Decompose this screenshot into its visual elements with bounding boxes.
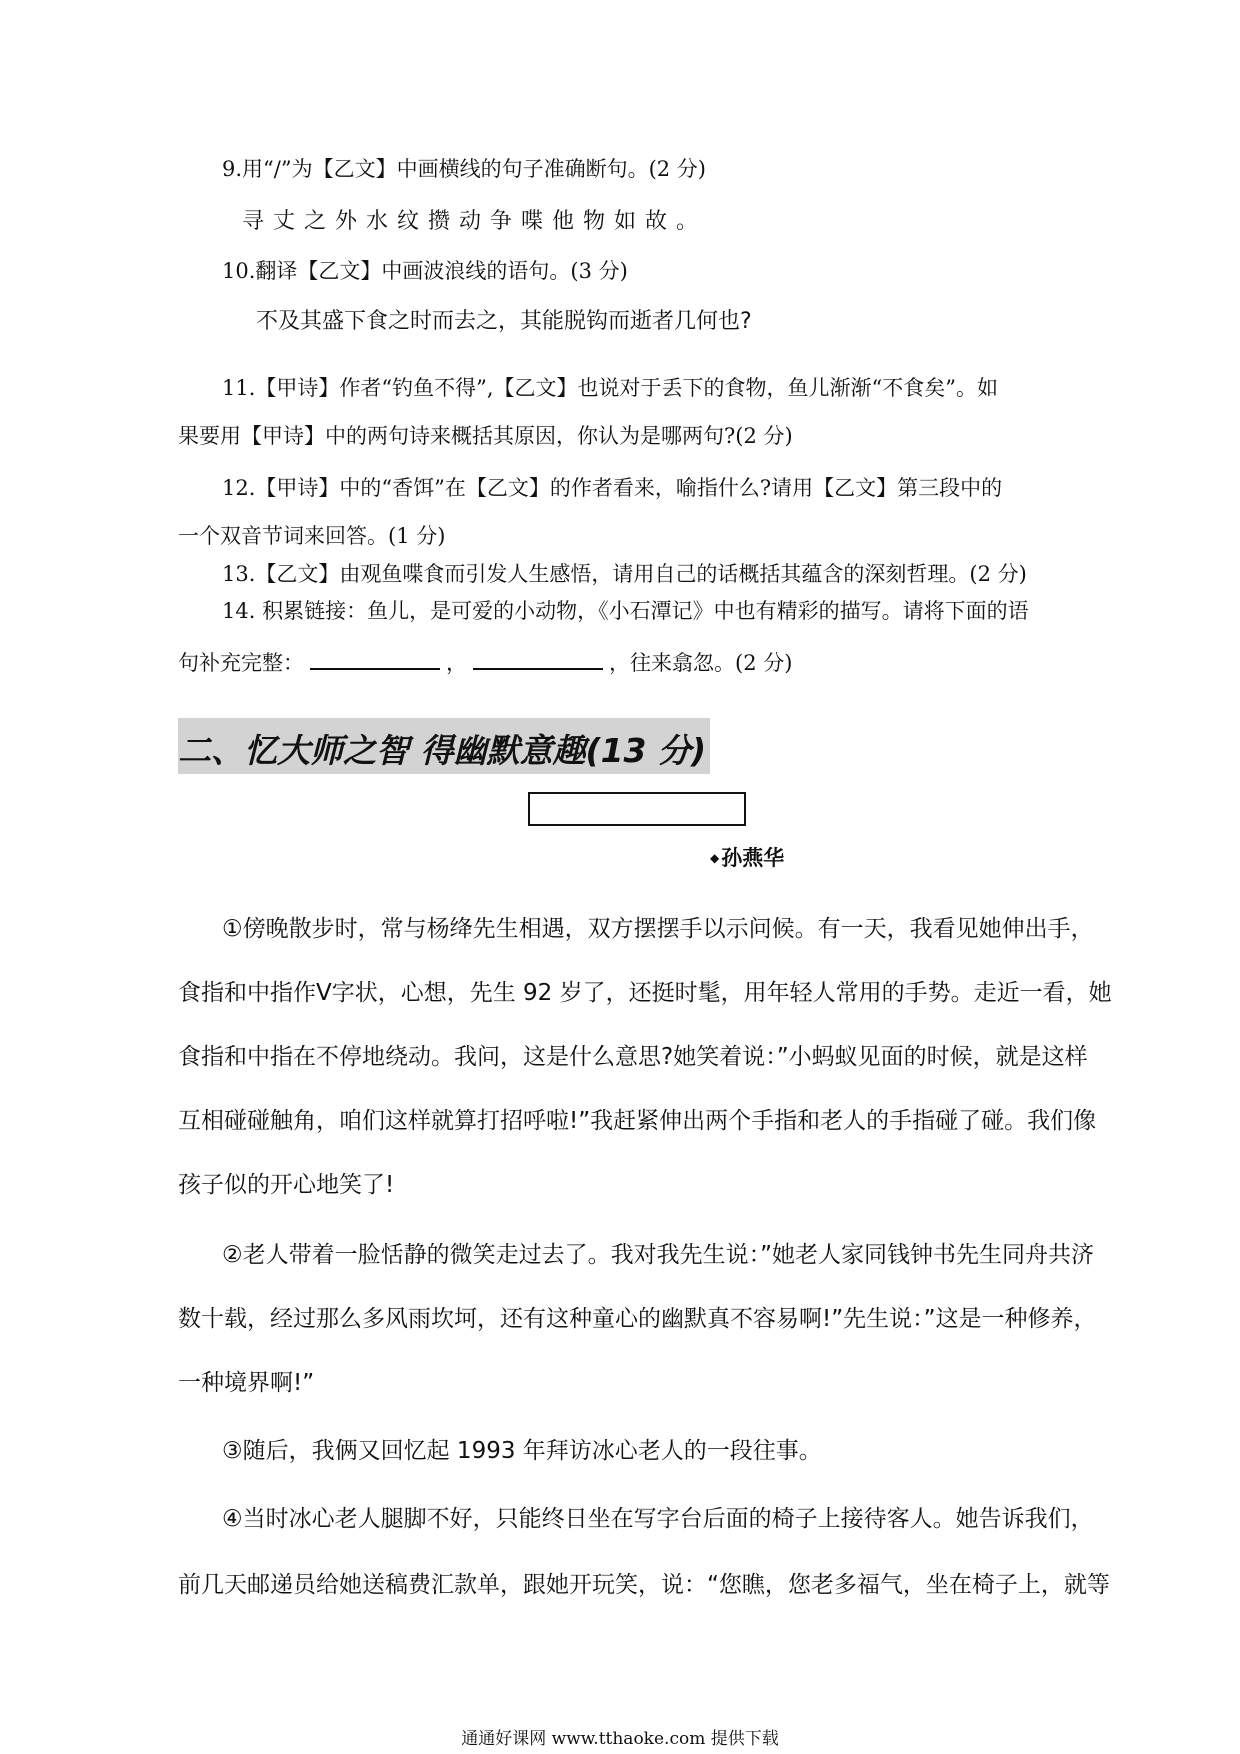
paragraph-2-line-2: 数十载，经过那么多风雨坎坷，还有这种童心的幽默真不容易啊!”先生说：”这是一种修养，: [178, 1306, 1097, 1332]
answer-blank-1[interactable]: [310, 650, 440, 670]
page-footer: 通通好课网 www.tthaoke.com 提供下载: [461, 1729, 779, 1749]
question-12-line-2: 一个双音节词来回答。(1 分): [178, 524, 446, 548]
question-10-sentence: 不及其盛下食之时而去之，其能脱钩而逝者几何也?: [256, 309, 752, 334]
paragraph-1-line-2: 食指和中指作Ⅴ字状，心想，先生 92 岁了，还挺时髦，用年轻人常用的手势。走近一看，她: [178, 980, 1112, 1006]
paragraph-2-line-1: ②老人带着一脸恬静的微笑走过去了。我对我先生说：”她老人家同钱钟书先生同舟共济: [222, 1242, 1095, 1268]
paragraph-1-line-3: 食指和中指在不停地绕动。我问，这是什么意思?她笑着说：”小蚂蚁见面的时候，就是这样: [178, 1044, 1088, 1070]
question-14-line-2: [178, 650, 792, 676]
question-14-separator: ，: [446, 651, 467, 675]
diamond-bullet-icon: ◆: [710, 851, 720, 865]
question-13: 13.【乙文】由观鱼喋食而引发人生感悟，请用自己的话概括其蕴含的深刻哲理。(2 分): [222, 562, 1027, 586]
paragraph-3-line-1: ③随后，我俩又回忆起 1993 年拜访冰心老人的一段往事。: [222, 1438, 822, 1464]
question-14-line-1: 14. 积累链接：鱼儿，是可爱的小动物，《小石潭记》中也有精彩的描写。请将下面的语: [222, 599, 1029, 623]
question-9-sentence: 寻丈之外水纹攒动争喋他物如故。: [242, 209, 708, 234]
paragraph-1-line-4: 互相碰碰触角，咱们这样就算打招呼啦!”我赶紧伸出两个手指和老人的手指碰了碰。我们像: [178, 1108, 1097, 1134]
title-answer-box[interactable]: [528, 792, 746, 826]
question-10: 10.翻译【乙文】中画波浪线的语句。(3 分): [222, 259, 628, 283]
paragraph-4-line-1: ④当时冰心老人腿脚不好，只能终日坐在写字台后面的椅子上接待客人。她告诉我们，: [222, 1506, 1094, 1532]
question-11-line-2: 果要用【甲诗】中的两句诗来概括其原因，你认为是哪两句?(2 分): [178, 424, 793, 448]
paragraph-2-line-3: 一种境界啊!”: [178, 1370, 315, 1396]
question-9: 9.用“/”为【乙文】中画横线的句子准确断句。(2 分): [222, 157, 707, 181]
section-heading-banner: [178, 718, 710, 774]
section-heading: 二、忆大师之智 得幽默意趣(13 分): [178, 731, 707, 770]
question-14-prefix: 句补充完整：: [178, 651, 304, 675]
answer-blank-2[interactable]: [473, 650, 603, 670]
question-11-line-1: 11.【甲诗】作者“钓鱼不得”,【乙文】也说对于丢下的食物，鱼儿渐渐“不食矣”。如: [222, 376, 999, 400]
paragraph-1-line-5: 孩子似的开心地笑了!: [178, 1172, 395, 1198]
question-12-line-1: 12.【甲诗】中的“香饵”在【乙文】的作者看来，喻指什么?请用【乙文】第三段中的: [222, 476, 1003, 500]
question-14-suffix: ，往来翕忽。(2 分): [609, 651, 793, 675]
paragraph-1-line-1: ①傍晚散步时，常与杨绛先生相遇，双方摆摆手以示问候。有一天，我看见她伸出手，: [222, 916, 1094, 942]
author-name: 孙燕华: [721, 846, 785, 870]
paragraph-4-line-2: 前几天邮递员给她送稿费汇款单，跟她开玩笑，说：“您瞧，您老多福气，坐在椅子上，就等: [178, 1572, 1110, 1598]
author-line: [710, 842, 784, 872]
